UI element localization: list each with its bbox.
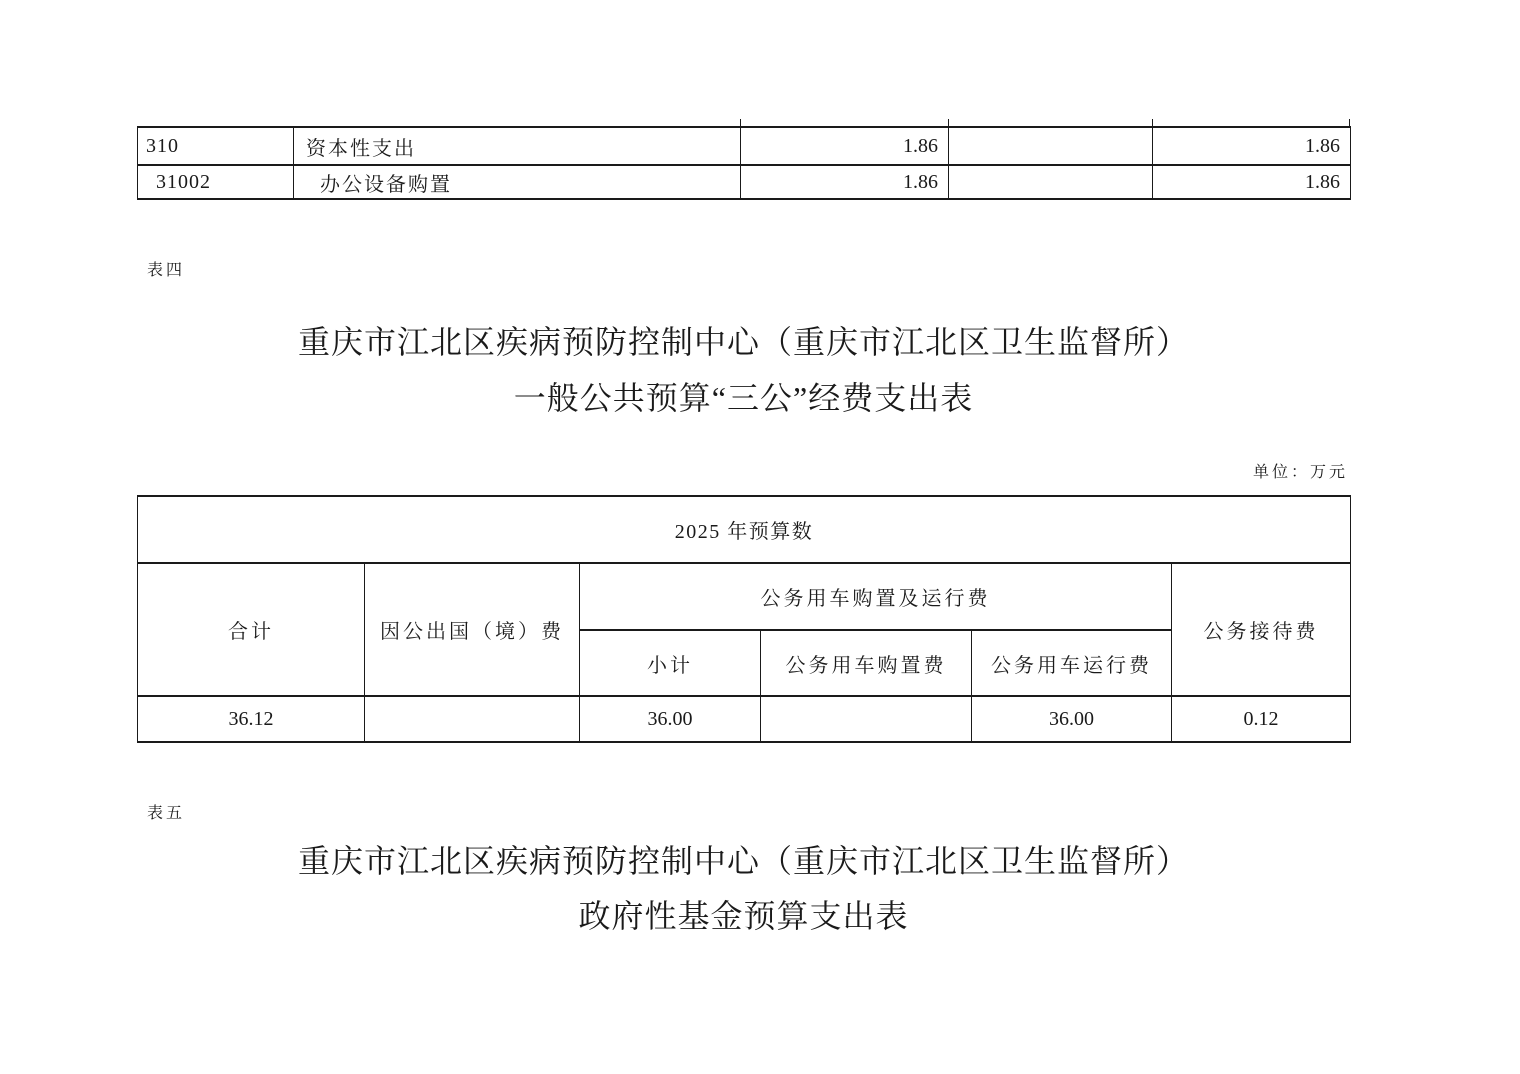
category-name-cell: 办公设备购置	[294, 165, 741, 199]
value-vehicle-operation: 36.00	[972, 696, 1172, 742]
table-continuation-stub	[948, 119, 949, 126]
column-header-vehicle-group: 公务用车购置及运行费	[580, 563, 1172, 630]
table-row	[138, 127, 1351, 165]
table4-title: 重庆市江北区疾病预防控制中心（重庆市江北区卫生监督所）	[297, 324, 1189, 360]
table-continuation-stub	[740, 119, 741, 126]
amount-cell: 1.86	[741, 165, 949, 199]
table5-subtitle: 政府性基金预算支出表	[578, 898, 909, 934]
amount-cell: 1.86	[741, 127, 949, 165]
column-header-total: 合计	[138, 563, 365, 696]
amount-cell: 1.86	[1153, 165, 1351, 199]
amount-cell: 1.86	[1153, 127, 1351, 165]
column-header-vehicle-subtotal: 小计	[580, 630, 761, 696]
table-row	[138, 496, 1351, 563]
value-abroad	[365, 696, 580, 742]
year-header-cell: 2025 年预算数	[138, 496, 1351, 563]
table-row	[138, 165, 1351, 199]
table-continuation-stub	[1152, 119, 1153, 126]
value-total: 36.12	[138, 696, 365, 742]
code-cell: 31002	[138, 165, 294, 199]
value-reception: 0.12	[1172, 696, 1351, 742]
code-cell: 310	[138, 127, 294, 165]
table4-subtitle: 一般公共预算“三公”经费支出表	[513, 380, 974, 416]
budget-economic-classification-table-continued	[137, 126, 1351, 200]
value-vehicle-purchase	[761, 696, 972, 742]
table4-label: 表四	[147, 262, 186, 279]
column-header-abroad: 因公出国（境）费	[365, 563, 580, 696]
unit-note: 单位：万元	[1252, 464, 1348, 481]
column-header-vehicle-operation: 公务用车运行费	[972, 630, 1172, 696]
column-header-reception: 公务接待费	[1172, 563, 1351, 696]
table-row	[138, 696, 1351, 742]
table-continuation-stub	[1349, 119, 1350, 126]
value-vehicle-subtotal: 36.00	[580, 696, 761, 742]
amount-cell-empty	[949, 165, 1153, 199]
column-header-vehicle-purchase: 公务用车购置费	[761, 630, 972, 696]
table5-title: 重庆市江北区疾病预防控制中心（重庆市江北区卫生监督所）	[297, 843, 1189, 879]
three-public-expenditure-table	[137, 495, 1351, 743]
table-row	[138, 563, 1351, 630]
table5-label: 表五	[147, 805, 186, 822]
amount-cell-empty	[949, 127, 1153, 165]
category-name-cell: 资本性支出	[294, 127, 741, 165]
